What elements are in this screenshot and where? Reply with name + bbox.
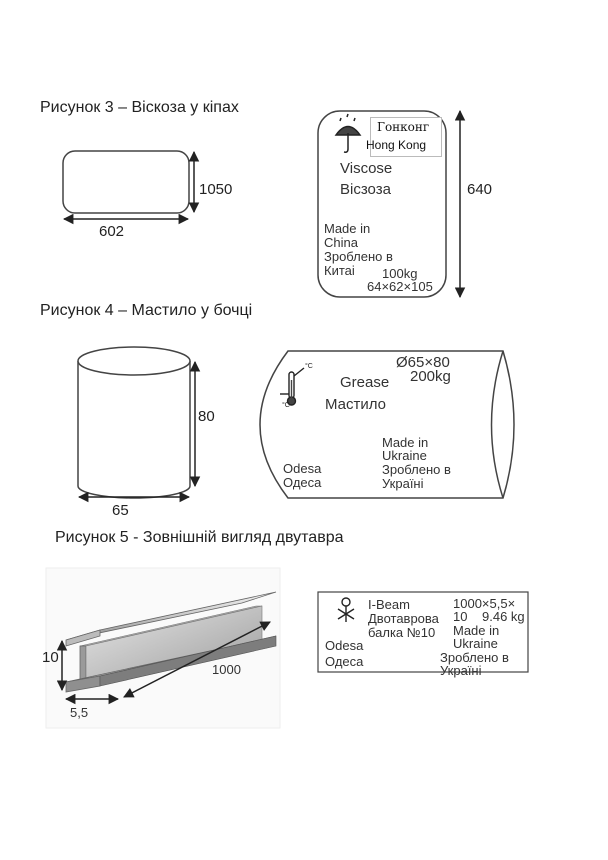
bale-weight: 100kg	[382, 266, 418, 281]
grease-city-ua: Одеса	[283, 475, 322, 490]
grease-ua: Мастило	[325, 396, 387, 413]
grease-made-in-en-2: Ukraine	[382, 448, 427, 463]
figure-4-caption: Рисунок 4 – Мастило у бочці	[40, 302, 253, 319]
figure-3-caption: Рисунок 3 – Віскоза у кіпах	[40, 99, 239, 116]
made-in-en-2: China	[324, 235, 358, 250]
ibeam-city-ua: Одеса	[325, 654, 364, 669]
grease-city-en: Odesa	[283, 461, 322, 476]
barrel-cylinder	[78, 347, 190, 498]
product-en: Viscose	[340, 160, 393, 177]
ibeam-city-en: Odesa	[325, 638, 364, 653]
product-ua: Вісзоза	[340, 181, 391, 198]
ibeam-product-en: I-Beam	[368, 597, 410, 612]
svg-text:°C: °C	[305, 363, 313, 370]
ibeam-size-1: 1000×5,5×	[453, 596, 516, 611]
grease-made-in-ua-2: Україні	[382, 476, 424, 491]
barrel-dimensions: Ø65×80	[396, 354, 450, 371]
ibeam-length-value: 1000	[212, 662, 241, 677]
bale-outline	[63, 151, 189, 213]
bale-width-value: 602	[99, 223, 125, 240]
bale-height-value: 1050	[199, 181, 233, 198]
destination-ua: Гонконг	[377, 120, 430, 134]
ibeam-product-ua-2: балка №10	[368, 625, 436, 640]
barrel-height-value: 80	[198, 408, 215, 425]
ibeam-made-in-en-2: Ukraine	[453, 636, 498, 651]
ibeam-flange-value: 5,5	[70, 705, 89, 720]
barrel-weight: 200kg	[410, 368, 451, 385]
barrel-diameter-value: 65	[112, 502, 129, 519]
bale-size: 64×62×105	[367, 279, 433, 294]
ibeam-made-in-ua-1: Зроблено в	[440, 650, 509, 665]
figure-5-caption: Рисунок 5 - Зовнішній вигляд двутавра	[55, 529, 344, 546]
destination-en: Hong Kong	[366, 138, 427, 152]
ibeam-made-in-ua-2: Україні	[440, 663, 482, 678]
made-in-ua-2: Китаі	[324, 263, 355, 278]
grease-made-in-en-1: Made in	[382, 435, 429, 450]
made-in-en-1: Made in	[324, 221, 371, 236]
ibeam-height-value: 10	[42, 649, 59, 666]
ibeam-made-in-en-1: Made in	[453, 623, 500, 638]
ibeam-size-2: 10	[453, 609, 468, 624]
made-in-ua-1: Зроблено в	[324, 249, 393, 264]
ibeam-product-ua-1: Двотаврова	[368, 611, 439, 626]
grease-en: Grease	[340, 374, 390, 391]
ibeam-weight: 9.46 kg	[482, 609, 525, 624]
grease-made-in-ua-1: Зроблено в	[382, 462, 451, 477]
destination-sticker	[366, 117, 442, 157]
label-height-value: 640	[467, 181, 493, 198]
svg-text:°C: °C	[282, 402, 290, 409]
